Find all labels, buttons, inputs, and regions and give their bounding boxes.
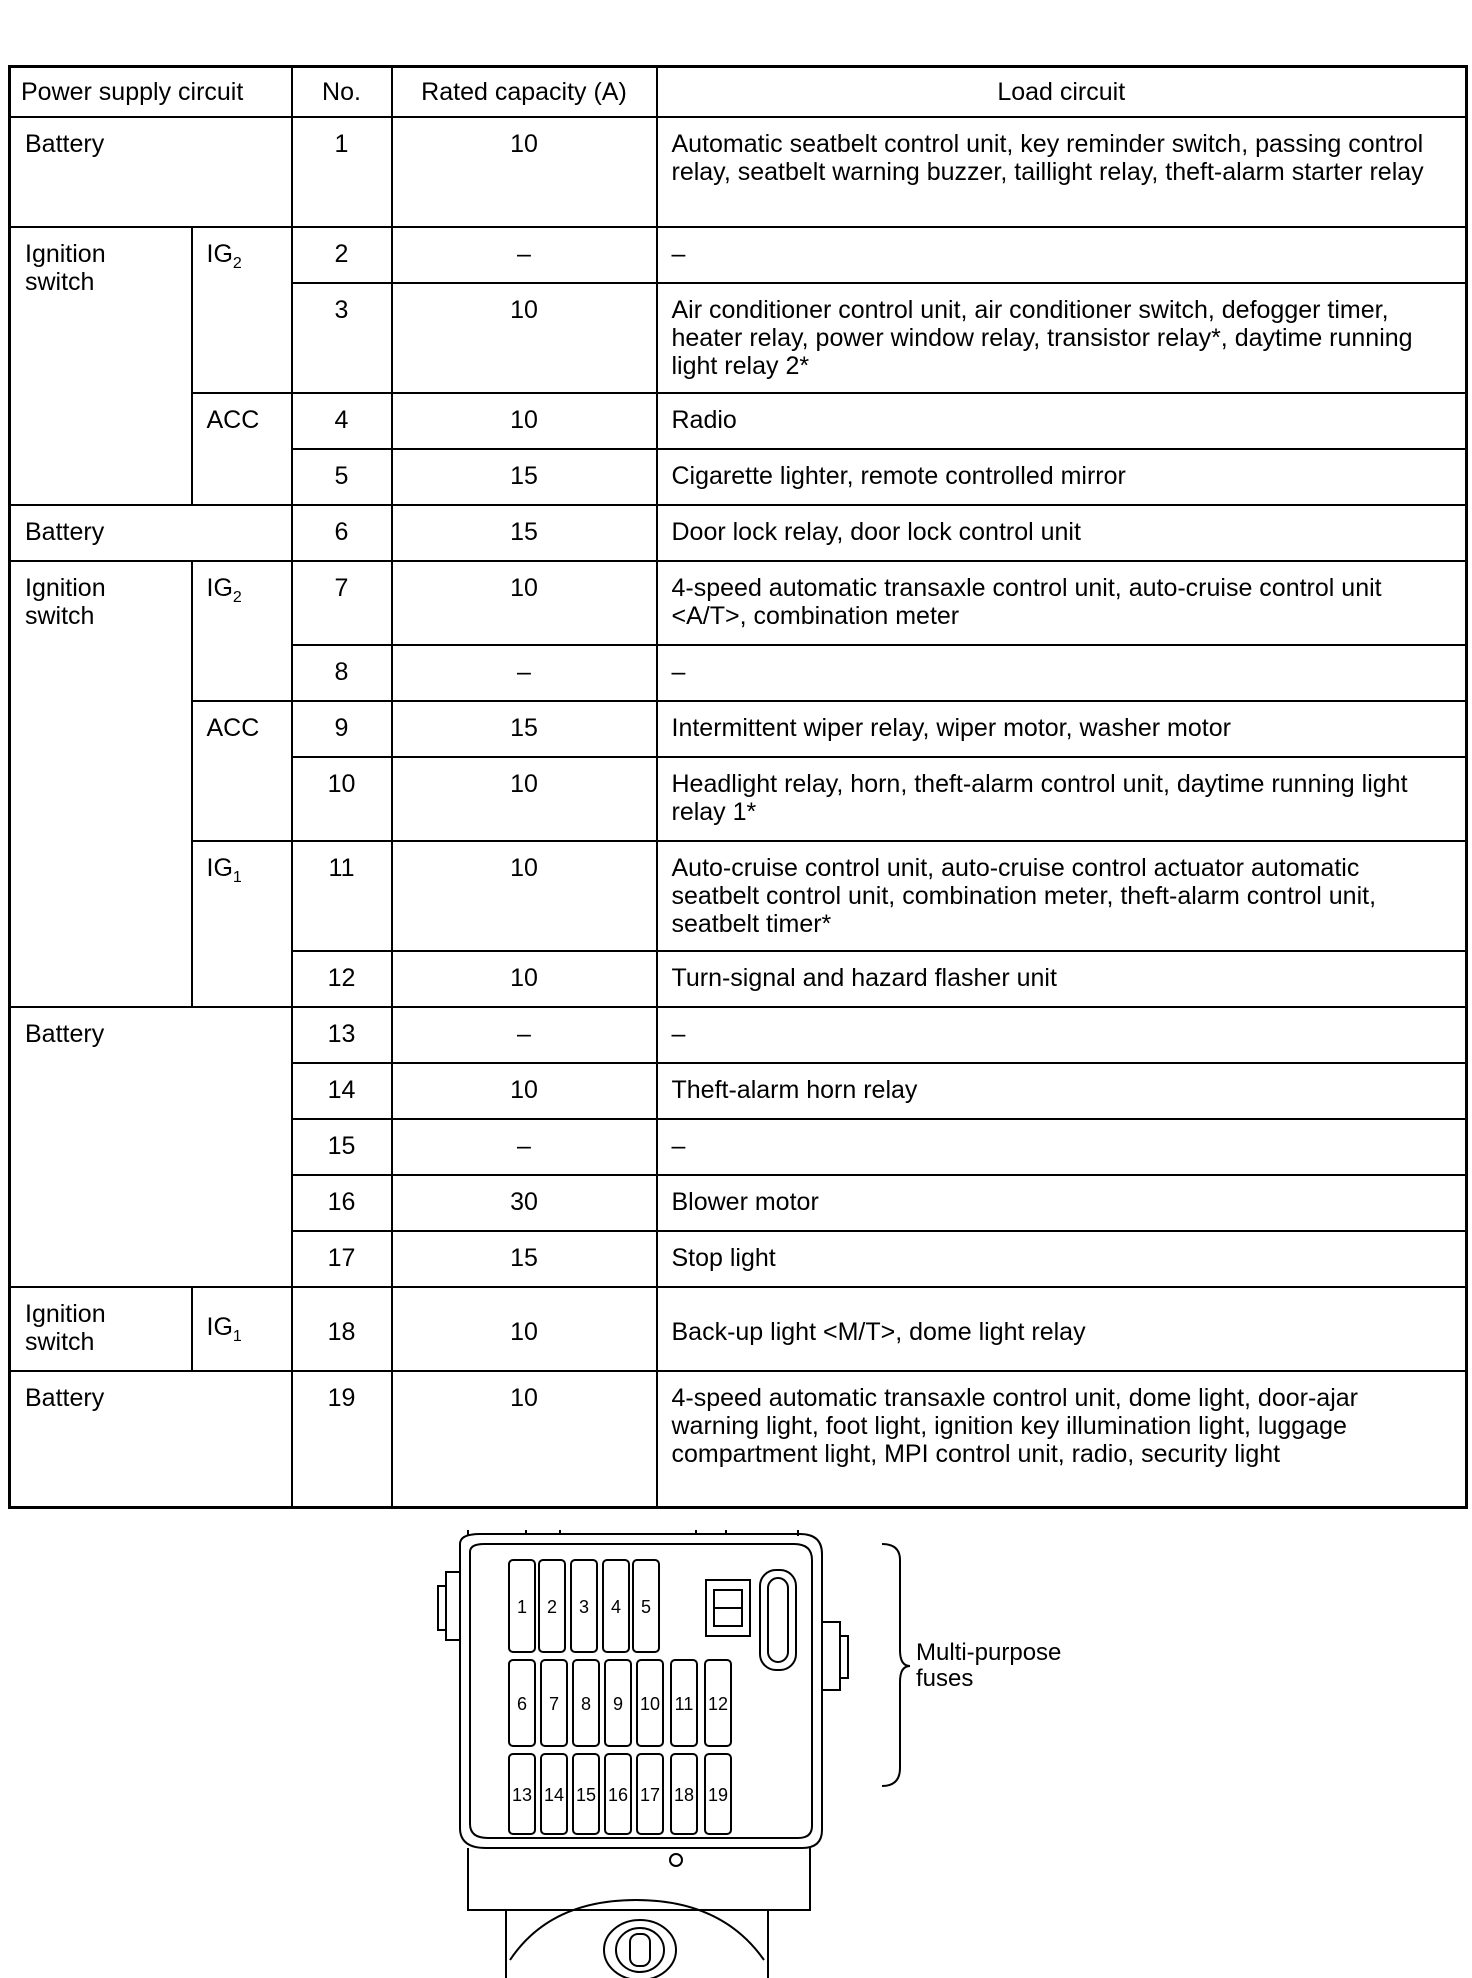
rated-capacity: 15 — [392, 449, 657, 505]
power-supply-cell: Battery — [10, 1007, 292, 1287]
load-circuit: Stop light — [657, 1231, 1467, 1287]
sub-circuit-cell: $IG_2$ — [192, 227, 292, 393]
rated-capacity: – — [392, 1119, 657, 1175]
fuse-label: 4 — [610, 1597, 622, 1617]
fuse-label: 16 — [607, 1785, 629, 1805]
fuse-number: 17 — [292, 1231, 392, 1287]
rated-capacity: 15 — [392, 701, 657, 757]
rated-capacity: 10 — [392, 561, 657, 645]
table-row — [10, 505, 1467, 561]
rated-capacity: 10 — [392, 757, 657, 841]
header-power-supply: Power supply circuit — [10, 67, 292, 118]
fuse-label: 10 — [639, 1694, 661, 1714]
load-circuit: Turn-signal and hazard flasher unit — [657, 951, 1467, 1007]
load-circuit: Theft-alarm horn relay — [657, 1063, 1467, 1119]
rated-capacity: 10 — [392, 393, 657, 449]
rated-capacity: 30 — [392, 1175, 657, 1231]
load-circuit: Intermittent wiper relay, wiper motor, washer motor — [657, 701, 1467, 757]
table-row — [10, 227, 1467, 283]
power-supply-cell: Battery — [10, 505, 292, 561]
fuse-label: 5 — [640, 1597, 652, 1617]
table-row — [10, 1007, 1467, 1063]
rated-capacity: 10 — [392, 951, 657, 1007]
table-row — [10, 1371, 1467, 1507]
power-supply-cell: Ignition switch — [10, 227, 192, 505]
fuse-number: 19 — [292, 1371, 392, 1507]
load-circuit: Back-up light <M/T>, dome light relay — [657, 1287, 1467, 1371]
rated-capacity: – — [392, 227, 657, 283]
load-circuit: Door lock relay, door lock control unit — [657, 505, 1467, 561]
power-supply-cell: Battery — [10, 117, 292, 227]
fuse-number: 8 — [292, 645, 392, 701]
load-circuit: Auto-cruise control unit, auto-cruise control actuator automatic seatbelt control unit, combination meter, theft-alarm control unit, seatbelt timer* — [657, 841, 1467, 951]
fuse-number: 10 — [292, 757, 392, 841]
fuse-number: 12 — [292, 951, 392, 1007]
sub-circuit-cell: $IG_2$ — [192, 561, 292, 701]
table-row — [10, 1287, 1467, 1371]
load-circuit: Headlight relay, horn, theft-alarm control unit, daytime running light relay 1* — [657, 757, 1467, 841]
fuse-bracket — [882, 1544, 910, 1786]
load-circuit: Blower motor — [657, 1175, 1467, 1231]
fuse-number: 7 — [292, 561, 392, 645]
fuse-label: 14 — [543, 1785, 565, 1805]
fuse-label: 15 — [575, 1785, 597, 1805]
sub-circuit-cell: ACC — [192, 393, 292, 505]
fuse-label: 2 — [546, 1597, 558, 1617]
header-no: No. — [292, 67, 392, 118]
rated-capacity: 10 — [392, 1287, 657, 1371]
fuse-label: 19 — [707, 1785, 729, 1805]
load-circuit: – — [657, 1119, 1467, 1175]
power-supply-cell: Ignition switch — [10, 561, 192, 1007]
rated-capacity: – — [392, 645, 657, 701]
load-circuit: – — [657, 645, 1467, 701]
table-row — [10, 561, 1467, 645]
fuse-number: 11 — [292, 841, 392, 951]
fuse-label: 11 — [674, 1694, 694, 1714]
header-load-circuit: Load circuit — [657, 67, 1467, 118]
sub-circuit-cell: $IG_1$ — [192, 1287, 292, 1371]
fuse-box-diagram — [430, 1530, 1070, 1978]
fuse-number: 14 — [292, 1063, 392, 1119]
load-circuit: – — [657, 1007, 1467, 1063]
fuse-number: 13 — [292, 1007, 392, 1063]
table-row — [10, 393, 1467, 449]
rated-capacity: 15 — [392, 505, 657, 561]
load-circuit: Cigarette lighter, remote controlled mirror — [657, 449, 1467, 505]
fuse-label: 9 — [612, 1694, 624, 1714]
power-supply-cell: Ignition switch — [10, 1287, 192, 1371]
fuse-number: 15 — [292, 1119, 392, 1175]
fuse-number: 2 — [292, 227, 392, 283]
rated-capacity: 10 — [392, 841, 657, 951]
load-circuit: Air conditioner control unit, air conditioner switch, defogger timer, heater relay, power window relay, transistor relay*, daytime running light relay 2* — [657, 283, 1467, 393]
fuse-number: 3 — [292, 283, 392, 393]
rated-capacity: 10 — [392, 1371, 657, 1507]
rated-capacity: 10 — [392, 283, 657, 393]
fuse-label: 13 — [511, 1785, 533, 1805]
fuse-number: 5 — [292, 449, 392, 505]
fuse-number: 18 — [292, 1287, 392, 1371]
power-supply-cell: Battery — [10, 1371, 292, 1507]
fuse-label: 7 — [548, 1694, 560, 1714]
rated-capacity: – — [392, 1007, 657, 1063]
fuse-number: 6 — [292, 505, 392, 561]
fuse-number: 1 — [292, 117, 392, 227]
rated-capacity: 10 — [392, 117, 657, 227]
sub-circuit-cell: ACC — [192, 701, 292, 841]
fuse-label: 3 — [578, 1597, 590, 1617]
table-row — [10, 117, 1467, 227]
fuse-number: 4 — [292, 393, 392, 449]
fuse-label: 8 — [580, 1694, 592, 1714]
fuse-table — [8, 65, 1468, 1509]
fuse-label: 18 — [673, 1785, 695, 1805]
sub-circuit-cell: $IG_1$ — [192, 841, 292, 1007]
fuse-label: 1 — [516, 1597, 528, 1617]
load-circuit: Radio — [657, 393, 1467, 449]
table-row — [10, 701, 1467, 757]
load-circuit: Automatic seatbelt control unit, key reminder switch, passing control relay, seatbelt warning buzzer, taillight relay, theft-alarm starter relay — [657, 117, 1467, 227]
multi-purpose-fuses-label: Multi-purpose fuses — [916, 1639, 1062, 1692]
load-circuit: – — [657, 227, 1467, 283]
fuse-label: 17 — [639, 1785, 661, 1805]
table-row — [10, 841, 1467, 951]
fuse-label: 12 — [707, 1694, 729, 1714]
header-rated-capacity: Rated capacity (A) — [392, 67, 657, 118]
load-circuit: 4-speed automatic transaxle control unit, auto-cruise control unit <A/T>, combination meter — [657, 561, 1467, 645]
header-row — [10, 67, 1467, 118]
rated-capacity: 10 — [392, 1063, 657, 1119]
rated-capacity: 15 — [392, 1231, 657, 1287]
load-circuit: 4-speed automatic transaxle control unit, dome light, door-ajar warning light, foot light, ignition key illumination light, luggage compartment light, MPI control unit, radio, security light — [657, 1371, 1467, 1507]
fuse-label: 6 — [516, 1694, 528, 1714]
fuse-number: 9 — [292, 701, 392, 757]
fuse-number: 16 — [292, 1175, 392, 1231]
